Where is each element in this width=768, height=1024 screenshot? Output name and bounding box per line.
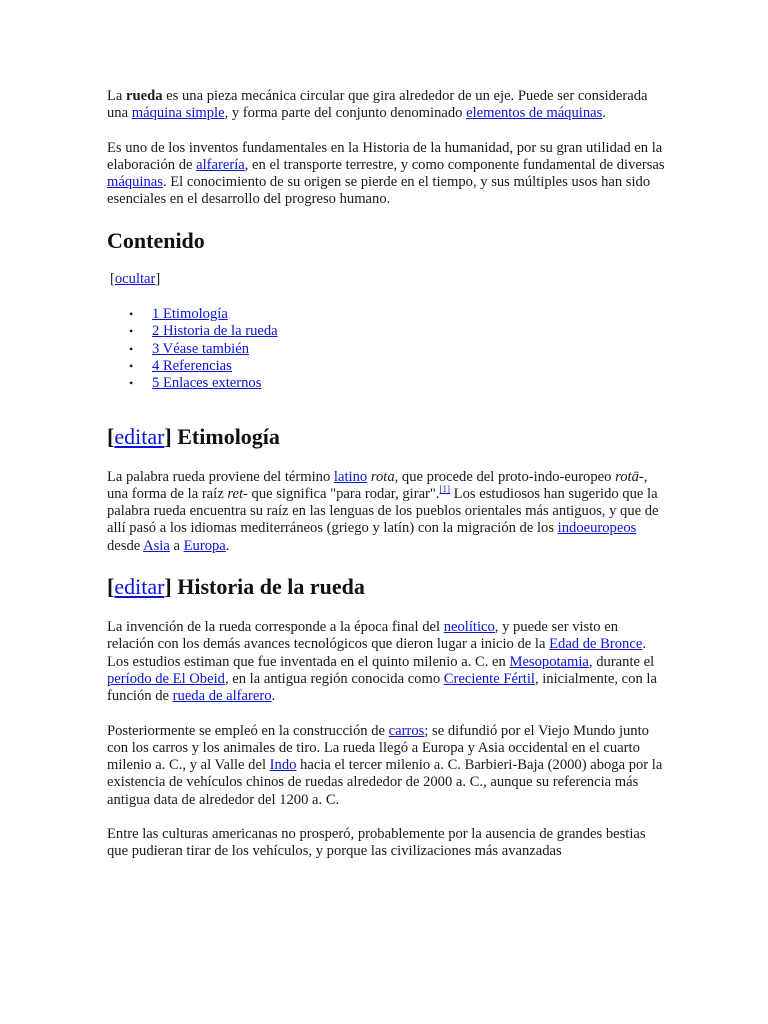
etymology-paragraph	[107, 469, 667, 555]
toc-item	[107, 341, 667, 358]
link-rueda-de-alfarero[interactable]: rueda de alfarero	[172, 688, 272, 705]
toc-title: Contenido	[107, 227, 205, 253]
history-paragraph-2	[107, 723, 667, 809]
history-paragraph-3	[107, 826, 667, 861]
section-heading-historia	[107, 574, 667, 600]
term-italic: rotā-	[615, 468, 644, 485]
section-heading-etimologia	[107, 424, 667, 450]
text: que significa "para rodar, girar".	[247, 485, 440, 502]
text: Entre las culturas americanas no prosperó, probablemente por la ausencia de grandes bestias que pudieran tirar de los vehículos, y porque las civilizaciones más avanzadas	[107, 826, 646, 860]
text: , y forma parte del conjunto denominado	[224, 105, 467, 122]
bullet-icon: •	[129, 307, 134, 322]
reference-link-1[interactable]: [1]	[439, 483, 451, 494]
link-latino[interactable]: latino	[333, 468, 368, 485]
heading-text: Etimología	[171, 423, 280, 449]
link-edad-de-bronce[interactable]: Edad de Bronce	[549, 636, 643, 653]
toc-link-etimologia[interactable]: 1 Etimología	[152, 306, 228, 323]
toc-item	[107, 323, 667, 340]
toc-toggle	[110, 271, 667, 288]
bullet-icon: •	[129, 341, 134, 356]
toc-link-historia[interactable]: 2 Historia de la rueda	[152, 323, 278, 340]
bullet-icon: •	[129, 324, 134, 339]
link-asia[interactable]: Asia	[143, 537, 170, 554]
text: ; se difundió por el Viejo Mundo junto con los carros y los animales de tiro. La rueda llegó a Europa y Asia occidental en el cuarto milenio a. C., y al Valle del	[107, 722, 649, 774]
toc-link-enlaces-externos[interactable]: 5 Enlaces externos	[152, 375, 262, 392]
toc-link-vease-tambien[interactable]: 3 Véase también	[152, 340, 249, 357]
text: es una pieza mecánica circular que gira alrededor de un eje. Puede ser considerada una	[107, 88, 648, 122]
bracket: ]	[164, 423, 172, 449]
bracket: [	[107, 423, 115, 449]
toc-hide-link[interactable]: ocultar	[114, 270, 156, 287]
heading-text: Historia de la rueda	[171, 574, 365, 600]
link-indo[interactable]: Indo	[269, 757, 297, 774]
link-alfareria[interactable]: alfarería	[196, 156, 245, 173]
bullet-icon: •	[129, 358, 134, 373]
link-elementos-de-maquinas[interactable]: elementos de máquinas	[466, 105, 603, 122]
toc-item	[107, 306, 667, 323]
text: .	[602, 105, 606, 122]
article-body	[107, 88, 667, 861]
toc-list	[107, 306, 667, 392]
link-carros[interactable]: carros	[388, 722, 425, 739]
toc-item	[107, 375, 667, 392]
bracket: ]	[155, 270, 161, 287]
link-creciente-fertil[interactable]: Creciente Fértil	[443, 670, 535, 687]
link-neolitico[interactable]: neolítico	[443, 619, 495, 636]
bracket: ]	[164, 574, 172, 600]
text: hacia el tercer milenio a. C. Barbieri-Baja (2000) aboga por la existencia de vehículos chinos de ruedas alrededor de 2000 a. C., aunque su referencia más antigua data de alrededor del 1200 a. C.	[107, 757, 663, 808]
intro-paragraph-1	[107, 88, 667, 123]
toc-link-referencias[interactable]: 4 Referencias	[152, 357, 232, 374]
text: , durante el	[588, 653, 655, 670]
link-periodo-el-obeid[interactable]: período de El Obeid	[107, 670, 225, 687]
text: La palabra rueda proviene del término	[107, 468, 334, 485]
text: , que procede del proto-indo-europeo	[394, 468, 616, 485]
text: Es uno de los inventos fundamentales en la Historia de la humanidad, por su gran utilidad en la elaboración de	[107, 139, 663, 173]
link-indoeuropeos[interactable]: indoeuropeos	[557, 520, 637, 537]
text: , inicialmente, con la función de	[107, 670, 657, 705]
reference-sup	[440, 484, 451, 494]
edit-section	[107, 574, 172, 599]
text: , y puede ser visto en relación con los demás avances tecnológicos que dieron lugar a inicio de la	[107, 619, 619, 653]
text: , una forma de la raíz	[107, 468, 648, 502]
link-europa[interactable]: Europa	[183, 537, 226, 554]
text: La invención de la rueda corresponde a la época final del	[107, 619, 444, 636]
term-bold: rueda	[126, 88, 163, 104]
intro-paragraph-2	[107, 140, 667, 209]
text: .	[225, 537, 230, 554]
bracket: [	[110, 270, 115, 287]
bracket: [	[107, 574, 115, 600]
text: desde	[107, 537, 144, 554]
text: a	[169, 537, 184, 554]
text: .	[271, 688, 276, 705]
text: . Los estudios estiman que fue inventada en el quinto milenio a. C. en	[107, 636, 646, 670]
text: Posteriormente se empleó en la construcción de	[107, 722, 389, 739]
edit-link-etimologia[interactable]: editar	[114, 423, 165, 449]
link-maquina-simple[interactable]: máquina simple	[131, 105, 225, 122]
history-paragraph-1	[107, 619, 667, 705]
edit-link-historia[interactable]: editar	[114, 574, 165, 600]
text: , en el transporte terrestre, y como componente fundamental de diversas	[244, 156, 665, 173]
text: , en la antigua región conocida como	[224, 670, 444, 687]
term-italic: rota	[370, 468, 395, 485]
edit-section	[107, 424, 172, 449]
bullet-icon: •	[129, 376, 134, 391]
term-italic: ret-	[227, 485, 248, 502]
toc-item	[107, 358, 667, 375]
text: La	[107, 88, 127, 104]
link-maquinas[interactable]: máquinas	[107, 174, 163, 191]
text: Los estudiosos han sugerido que la palabra rueda encuentra su raíz en las lenguas de los pueblos orientales más antiguos, y que de allí pasó a los idiomas mediterráneos (griego y latín) con la migración de los	[107, 485, 659, 537]
text: . El conocimiento de su origen se pierde en el tiempo, y sus múltiples usos han sido esenciales en el desarrollo del progreso humano.	[107, 174, 651, 208]
link-mesopotamia[interactable]: Mesopotamia	[509, 653, 589, 670]
